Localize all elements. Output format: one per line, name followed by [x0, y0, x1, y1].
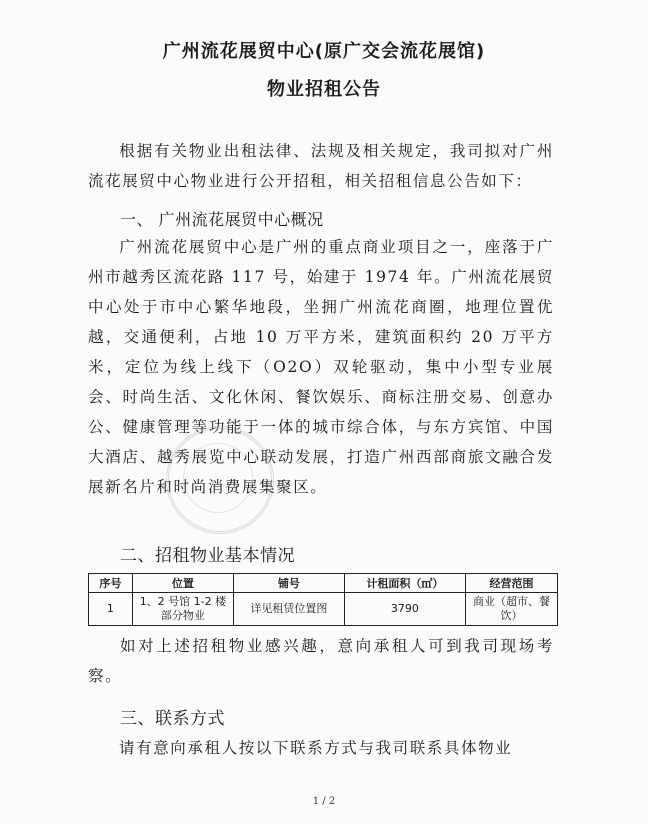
col-header-shop-number: 铺号: [234, 574, 345, 593]
intro-text: 根据有关物业出租法律、法规及相关规定，我司拟对广州流花展贸中心物业进行公开招租，相关招租信息公告如下：: [88, 142, 554, 190]
col-header-index: 序号: [89, 574, 133, 593]
col-header-business-scope: 经营范围: [465, 574, 557, 593]
cell-business-scope: 商业（超市、餐饮）: [465, 593, 557, 626]
section3-heading: 三、联系方式: [120, 709, 225, 729]
intro-paragraph: [88, 136, 554, 196]
section1-heading: 一、 广州流花展贸中心概况: [120, 210, 324, 229]
section3-paragraph: [88, 733, 554, 763]
document-subtitle: 物业招租公告: [267, 79, 381, 100]
section1-text: 广州流花展贸中心是广州的重点商业项目之一，座落于广州市越秀区流花路 117 号，始建于 1974 年。广州流花展贸中心处于市中心繁华地段，坐拥广州流花商圈，地理位置优越，交通便利，占地 10 万平方米，建筑面积约 20 万平方米，定位为线上线下（O2O）双轮驱动，集中小型专业展会、时尚生活、文化休闲、餐饮娱乐、商标注册交易、创意办公、健康管理等功能于一体的城市综合体，与东方宾馆、中国大酒店、越秀展览中心联动发展，打造广州西部商旅文融合发展新名片和时尚消费展集聚区。: [88, 238, 554, 496]
col-header-area: 计租面积（㎡）: [344, 574, 465, 593]
document-title: 广州流花展贸中心(原广交会流花展馆): [162, 41, 486, 62]
faded-stamp: [166, 426, 274, 534]
section2-heading: 二、招租物业基本情况: [120, 546, 295, 566]
rental-table: [88, 573, 558, 626]
section2-text: 如对上述招租物业感兴趣，意向承租人可到我司现场考察。: [88, 637, 554, 685]
section2-paragraph: [88, 631, 554, 691]
cell-location: 1、2 号馆 1-2 楼部分物业: [132, 593, 233, 626]
table-header-row: [89, 574, 558, 593]
cell-index: 1: [89, 593, 133, 626]
cell-shop-number: 详见租赁位置图: [234, 593, 345, 626]
table-row: [89, 593, 558, 626]
section1-paragraph: [88, 232, 554, 502]
col-header-location: 位置: [132, 574, 233, 593]
cell-area: 3790: [344, 593, 465, 626]
page-number: 1 / 2: [312, 796, 336, 807]
section3-text: 请有意向承租人按以下联系方式与我司联系具体物业: [119, 739, 513, 757]
